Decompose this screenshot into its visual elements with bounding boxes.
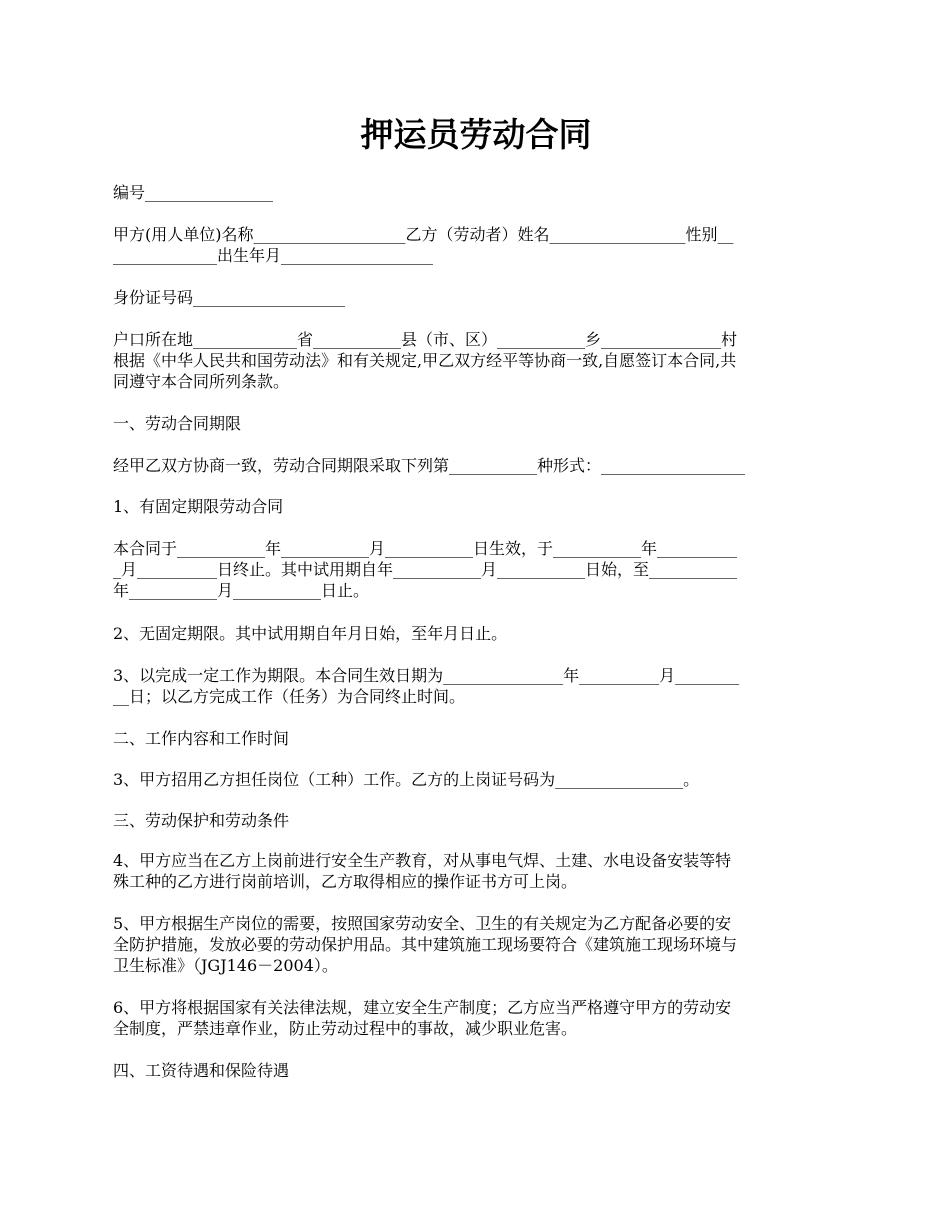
id-number-line: 身份证号码___________________ [113, 288, 346, 307]
document-title: 押运员劳动合同 [360, 115, 592, 154]
clause-1-heading: 1、有固定期限劳动合同 [113, 497, 284, 516]
contract-number-line: 编号________________ [113, 183, 274, 202]
clause-6-paragraph: 6、甲方将根据国家有关法律法规，建立安全生产制度；乙方应当严格遵守甲方的劳动安 全制度，严禁违章作业，防止劳动过程中的事故，减少职业危害。 [113, 998, 732, 1038]
party-info-paragraph: 甲方(用人单位)名称___________________乙方（劳动者）姓名_________________性别__ _____________出生年月___________________ [113, 225, 734, 265]
clause-4-paragraph: 4、甲方应当在乙方上岗前进行安全生产教育，对从事电气焊、土建、水电设备安装等特 殊工种的乙方进行岗前培训，乙方取得相应的操作证书方可上岗。 [113, 851, 732, 891]
position-paragraph: 3、甲方招用乙方担任岗位（工种）工作。乙方的上岗证号码为________________。 [113, 770, 700, 789]
section-heading-4: 四、工资待遇和保险待遇 [113, 1061, 290, 1080]
section-heading-2: 二、工作内容和工作时间 [113, 729, 290, 748]
section-heading-3: 三、劳动保护和劳动条件 [113, 811, 290, 830]
residence-paragraph: 户口所在地_____________省___________县（市、区）___________乡_______________村 根据《中华人民共和国劳动法》和有关规定,甲乙双方经平等协商一致,自愿签订本合同,共 同遵守本合同所列条款。 [113, 330, 738, 391]
section-heading-1: 一、劳动合同期限 [113, 414, 242, 433]
fixed-term-paragraph: 本合同于___________年___________月___________日生效，于___________年__________ _月__________日终止。其中试用期自年___________月___________日始，至___________ 年___________月___________日止。 [113, 539, 738, 600]
clause-3-paragraph: 3、以完成一定工作为期限。本合同生效日期为_______________年__________月________ __日；以乙方完成工作（任务）为合同终止时间。 [113, 666, 740, 706]
clause-5-paragraph: 5、甲方根据生产岗位的需要，按照国家劳动安全、卫生的有关规定为乙方配备必要的安 全防护措施，发放必要的劳动保护用品。其中建筑施工现场要符合《建筑施工现场环境与 卫生标准》（JGJ146－2004）。 [113, 914, 738, 975]
clause-2-paragraph: 2、无固定期限。其中试用期自年月日始，至年月日止。 [113, 624, 508, 643]
term-form-paragraph: 经甲乙双方协商一致，劳动合同期限采取下列第___________种形式：__________________ [113, 456, 746, 475]
